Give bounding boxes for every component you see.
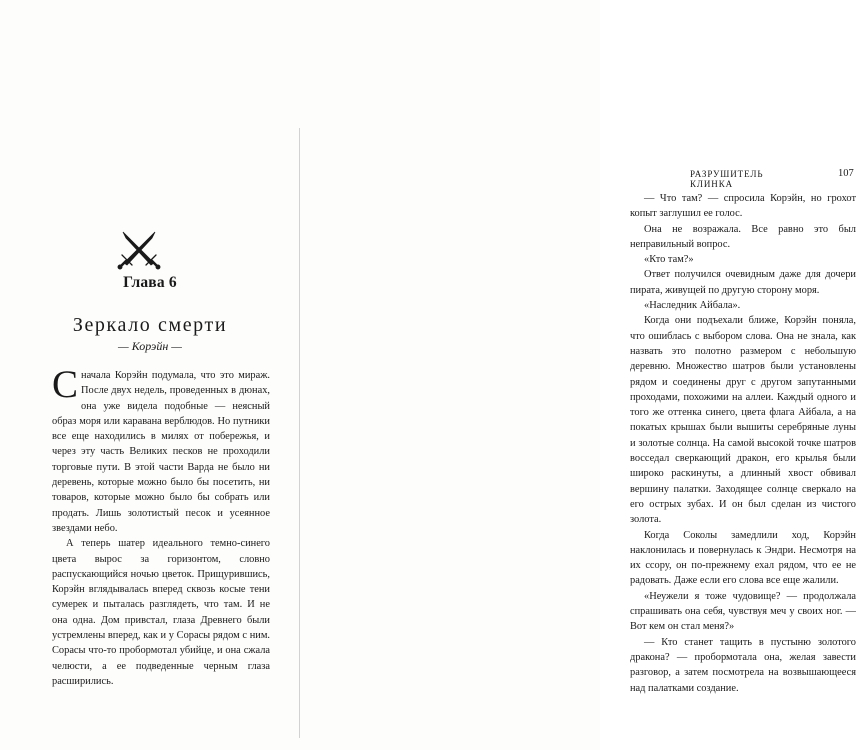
- right-page-text: [630, 191, 856, 696]
- paragraph: Сначала Корэйн подумала, что это мираж. После двух недель, проведенных в дюнах, она уже видела подобные — неясный образ моря или каравана верблюдов. Но путники все еще находились в милях от побережья, и через эту часть Великих песков не проходили торговые пути. В этой части Варда не было ни деревень, которые можно было бы посетить, ни товаров, которые можно было бы собрать или продать. Лишь золотистый песок и усеянное звездами небо.: [52, 363, 270, 534]
- paragraph: — Что там? — спросила Корэйн, но грохот копыт заглушил ее голос.: [630, 193, 856, 220]
- paragraph: Когда они подъехали ближе, Корэйн поняла, что ошиблась с выбором слова. Она не знала, как назвать это полотно размером с небольшую деревню. Множество шатров были установлены рядом и соединены друг с другом запутанными проходами, похожими на аллеи. Каждый одного и того же оттенка синего, цвета флага Айбала, а на покатых крышах были вышиты серебряные луны и золотые солнца. На самой высокой точке шатров восседал сверкающий дракон, его крылья были широко раскинуты, а длинный хвост обвивал вершину палатки. Заходящее солнце сверкало на его острых зубах. И он был сделан из чистого золота.: [630, 315, 856, 526]
- paragraph: «Кто там?»: [644, 254, 694, 266]
- chapter-number: Глава 6: [123, 274, 177, 291]
- paragraph: — Кто станет тащить в пустыню золотого дракона? — пробормотала она, желая завести разговор, а затем посмотрела на возвышающееся над палатками создание.: [630, 636, 856, 694]
- pov-line: — Корэйн —: [118, 339, 182, 353]
- paragraph: «Неужели я тоже чудовище? — продолжала спрашивать она себя, чувствуя меч у своих ног. — Вот кем он стал меня?»: [630, 590, 856, 633]
- page-number: 107: [838, 168, 854, 179]
- left-page: [0, 0, 300, 750]
- paragraph: Ответ получился очевидным даже для дочери пирата, живущей по другую сторону моря.: [630, 269, 856, 296]
- paragraph: «Наследник Айбала».: [644, 300, 741, 312]
- right-page: [300, 0, 856, 750]
- chapter-title: Зеркало смерти: [72, 314, 228, 336]
- left-page-text: [52, 363, 270, 689]
- drop-cap: С: [52, 363, 79, 406]
- crossed-daggers-icon: [115, 224, 163, 272]
- paragraph: А теперь шатер идеального темно-синего цвета вырос за горизонтом, словно распускающийся ночью цветок. Прищурившись, Корэйн вглядывалась вперед сквозь косые тени сумерек и пыталась разглядеть, что там. И не она одна. Дом привстал, глаза Древнего были устремлены вперед, как и у Сорасы рядом с ним. Сорасы что-то пробормотал убийце, и она сжала челюсти, а ее подведенные черным глаза расширились.: [52, 538, 270, 687]
- paragraph: Когда Соколы замедлили ход, Корэйн наклонилась и повернулась к Эндри. Несмотря на их ссору, он по-прежнему ехал рядом, что ее не радовать. Даже если его слова все еще жалили.: [630, 529, 856, 587]
- paragraph: Она не возражала. Все равно это был неправильный вопрос.: [630, 223, 856, 250]
- running-head: РАЗРУШИТЕЛЬ КЛИНКА: [690, 169, 764, 189]
